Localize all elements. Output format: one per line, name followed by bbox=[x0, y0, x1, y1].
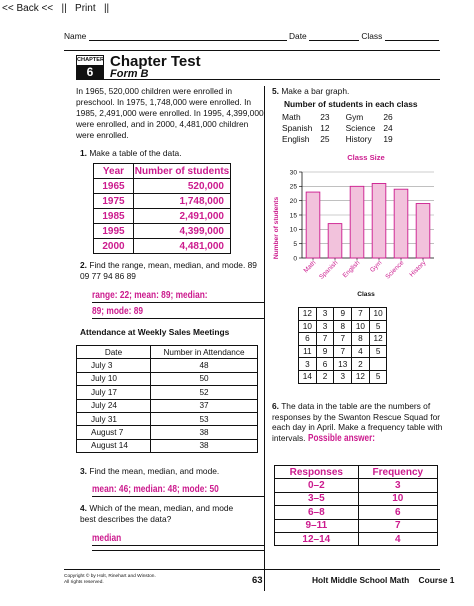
table-row bbox=[94, 209, 231, 224]
year-cell: 1965 bbox=[94, 179, 134, 194]
x-tick-label: Spanish bbox=[318, 259, 340, 281]
grid-cell: 2 bbox=[316, 370, 334, 383]
class-label: Class bbox=[361, 31, 383, 41]
question-number: 4. bbox=[80, 503, 87, 513]
question-number: 3. bbox=[80, 466, 87, 476]
table-row bbox=[77, 399, 258, 412]
question-number: 6. bbox=[272, 401, 279, 411]
table-row bbox=[77, 439, 258, 452]
frequency-cell: 7 bbox=[358, 519, 437, 532]
answer-line bbox=[92, 550, 264, 551]
question-text: Find the mean, median, and mode. bbox=[89, 466, 220, 476]
header-rule bbox=[64, 50, 440, 51]
year-cell: 1985 bbox=[94, 209, 134, 224]
students-cell: 2,491,000 bbox=[134, 209, 231, 224]
subject-cell: Spanish bbox=[282, 123, 313, 133]
grid-cell: 13 bbox=[334, 358, 352, 371]
question-text: Make a bar graph. bbox=[281, 86, 350, 96]
grid-cell: 14 bbox=[299, 370, 317, 383]
table-row bbox=[299, 345, 387, 358]
question-3 bbox=[80, 466, 219, 477]
grid-cell: 6 bbox=[299, 333, 317, 346]
attendance-cell: 53 bbox=[151, 412, 258, 425]
subject-cell: English bbox=[282, 134, 310, 144]
table-row bbox=[94, 194, 231, 209]
attendance-cell: 52 bbox=[151, 386, 258, 399]
name-field[interactable] bbox=[89, 32, 287, 41]
grid-cell: 10 bbox=[352, 320, 370, 333]
chart-title: Class Size bbox=[347, 153, 385, 162]
print-link[interactable] bbox=[75, 3, 96, 14]
footer-rule bbox=[64, 569, 440, 570]
grid-cell: 9 bbox=[334, 308, 352, 321]
nav-separator: || bbox=[61, 3, 67, 14]
enrollment-table bbox=[93, 163, 231, 254]
copyright-line: All rights reserved. bbox=[64, 580, 104, 586]
grid-cell: 12 bbox=[299, 308, 317, 321]
grid-cell: 3 bbox=[299, 358, 317, 371]
grid-cell: 8 bbox=[352, 333, 370, 346]
attendance-table bbox=[76, 345, 258, 453]
subject-cell: Gym bbox=[345, 112, 364, 122]
count-cell: 12 bbox=[320, 123, 330, 133]
responses-grid bbox=[298, 307, 387, 384]
x-tick-label: Science bbox=[384, 259, 406, 281]
chart-plot-area bbox=[290, 169, 434, 280]
possible-answer-label: Possible answer: bbox=[307, 432, 375, 444]
grid-cell: 5 bbox=[369, 320, 387, 333]
grid-cell: 4 bbox=[352, 345, 370, 358]
year-cell: 1975 bbox=[94, 194, 134, 209]
grid-cell: 7 bbox=[352, 308, 370, 321]
attendance-cell: 38 bbox=[151, 439, 258, 452]
date-cell: July 3 bbox=[77, 359, 151, 372]
nav-separator: || bbox=[103, 3, 110, 14]
answer-line bbox=[92, 533, 264, 546]
table-row bbox=[77, 426, 258, 439]
bar bbox=[350, 186, 364, 258]
table-row bbox=[299, 370, 387, 383]
table-row bbox=[299, 308, 387, 321]
grid-cell: 7 bbox=[334, 345, 352, 358]
y-tick-label: 5 bbox=[293, 241, 297, 249]
question-1 bbox=[80, 148, 182, 159]
date-field[interactable] bbox=[309, 32, 359, 41]
column-header: Date bbox=[77, 346, 151, 359]
attendance-cell: 50 bbox=[151, 372, 258, 385]
grid-cell: 3 bbox=[316, 308, 334, 321]
table-row bbox=[299, 333, 387, 346]
top-nav bbox=[2, 3, 109, 14]
students-cell: 1,748,000 bbox=[134, 194, 231, 209]
count-cell: 19 bbox=[383, 134, 393, 144]
grid-cell: 7 bbox=[334, 333, 352, 346]
question-5 bbox=[272, 86, 349, 97]
chapter-badge bbox=[76, 55, 104, 79]
date-label: Date bbox=[289, 31, 307, 41]
grid-cell: 10 bbox=[299, 320, 317, 333]
answer-4: median bbox=[92, 533, 122, 544]
subject-cell: Science bbox=[345, 123, 376, 133]
date-cell: August 7 bbox=[77, 426, 151, 439]
grid-cell: 11 bbox=[299, 345, 317, 358]
table-row bbox=[77, 386, 258, 399]
answer-2-line-1: range: 22; mean: 89; median: bbox=[92, 290, 208, 301]
chapter-label: CHAPTER bbox=[77, 57, 105, 63]
attendance-title: Attendance at Weekly Sales Meetings bbox=[80, 327, 230, 337]
grid-cell: 6 bbox=[316, 358, 334, 371]
column-header: Responses bbox=[275, 466, 359, 479]
title-rule bbox=[76, 79, 440, 80]
grid-cell: 2 bbox=[352, 358, 370, 371]
print-label: Print bbox=[75, 3, 96, 14]
grid-cell: 7 bbox=[316, 333, 334, 346]
grid-cell: 8 bbox=[334, 320, 352, 333]
year-cell: 1995 bbox=[94, 224, 134, 239]
interval-cell: 12–14 bbox=[275, 532, 359, 545]
subject-cell: Math bbox=[282, 112, 301, 122]
name-label: Name bbox=[64, 31, 87, 41]
answer-line bbox=[92, 484, 264, 497]
question-number: 1. bbox=[80, 148, 87, 158]
table-row bbox=[282, 123, 401, 134]
date-cell: July 31 bbox=[77, 412, 151, 425]
table-row bbox=[275, 479, 438, 492]
bar bbox=[372, 183, 386, 258]
column-header: Number in Attendance bbox=[151, 346, 258, 359]
y-tick-label: 25 bbox=[289, 183, 297, 191]
table-row bbox=[275, 506, 438, 519]
table-row bbox=[77, 372, 258, 385]
grid-cell: 12 bbox=[352, 370, 370, 383]
table-row bbox=[275, 492, 438, 505]
question-2 bbox=[80, 260, 258, 281]
attendance-cell: 37 bbox=[151, 399, 258, 412]
table-row bbox=[275, 532, 438, 545]
grid-cell: 10 bbox=[369, 308, 387, 321]
count-cell: 25 bbox=[320, 134, 330, 144]
question-text: Find the range, mean, median, and mode. 89 09 77 94 86 89 bbox=[80, 260, 257, 281]
count-cell: 26 bbox=[383, 112, 393, 122]
column-header: Year bbox=[94, 164, 134, 179]
students-cell: 4,481,000 bbox=[134, 239, 231, 254]
date-cell: August 14 bbox=[77, 439, 151, 452]
y-tick-label: 30 bbox=[289, 169, 297, 177]
bar bbox=[328, 224, 342, 258]
column-header: Frequency bbox=[358, 466, 437, 479]
bar bbox=[306, 192, 320, 258]
interval-cell: 9–11 bbox=[275, 519, 359, 532]
table-row bbox=[94, 179, 231, 194]
frequency-table bbox=[274, 465, 438, 546]
answer-line bbox=[92, 290, 264, 303]
table-row bbox=[77, 359, 258, 372]
students-cell: 4,399,000 bbox=[134, 224, 231, 239]
page-number: 63 bbox=[252, 575, 263, 586]
column-header: Number of students bbox=[134, 165, 230, 177]
frequency-cell: 3 bbox=[358, 479, 437, 492]
table-row bbox=[275, 519, 438, 532]
table-row bbox=[299, 358, 387, 371]
count-cell: 24 bbox=[383, 123, 393, 133]
year-cell: 2000 bbox=[94, 239, 134, 254]
table-row bbox=[94, 224, 231, 239]
question-text: Make a table of the data. bbox=[89, 148, 182, 158]
answer-2-line-2: 89; mode: 89 bbox=[92, 306, 144, 317]
grid-cell: 12 bbox=[369, 333, 387, 346]
count-cell: 23 bbox=[320, 112, 330, 122]
form-label: Form B bbox=[110, 68, 149, 80]
question-6 bbox=[272, 401, 444, 444]
chapter-number: 6 bbox=[77, 65, 103, 78]
grid-cell: 5 bbox=[369, 345, 387, 358]
attendance-cell: 48 bbox=[151, 359, 258, 372]
interval-cell: 3–5 bbox=[275, 492, 359, 505]
table-row bbox=[282, 112, 401, 123]
x-axis-label: Class bbox=[357, 291, 375, 298]
subject-table bbox=[282, 112, 401, 145]
copyright-line: Copyright © by Holt, Rinehart and Winston. bbox=[64, 574, 156, 579]
y-tick-label: 10 bbox=[289, 226, 297, 234]
question-number: 2. bbox=[80, 260, 87, 270]
book-title: Holt Middle School Math Course 1 bbox=[312, 575, 455, 585]
students-cell: 520,000 bbox=[134, 179, 231, 194]
table-row bbox=[77, 412, 258, 425]
y-tick-label: 20 bbox=[289, 198, 297, 206]
frequency-cell: 10 bbox=[358, 492, 437, 505]
class-size-bar-chart bbox=[268, 150, 440, 300]
x-tick-label: Gym bbox=[368, 259, 384, 274]
attendance-cell: 38 bbox=[151, 426, 258, 439]
question-text: The data in the table are the numbers of responses by the Swanton Rescue Squad for each day in April. Make a frequency table with intervals. bbox=[272, 401, 443, 443]
y-tick-label: 0 bbox=[293, 255, 297, 263]
table-row bbox=[94, 239, 231, 254]
intro-paragraph: In 1965, 520,000 children were enrolled in preschool. In 1975, 1,748,000 were enrolled. In 1985, 2,491,000 were enrolled. In 1995, 4,399,000 were enrolled, and in 2000, 4,481,000 children were enrolled. bbox=[76, 86, 264, 140]
table-row bbox=[282, 134, 401, 145]
bar bbox=[394, 189, 408, 258]
date-cell: July 24 bbox=[77, 399, 151, 412]
x-tick-label: History bbox=[408, 259, 428, 279]
question-text: Which of the mean, median, and mode best describes the data? bbox=[80, 503, 234, 524]
subject-table-title: Number of students in each class bbox=[284, 99, 418, 109]
answer-3: mean: 46; median: 48; mode: 50 bbox=[92, 484, 219, 495]
question-number: 5. bbox=[272, 86, 279, 96]
grid-cell: 3 bbox=[334, 370, 352, 383]
back-link[interactable] bbox=[2, 3, 53, 14]
answer-line bbox=[92, 306, 264, 319]
page-title: Chapter Test bbox=[110, 53, 201, 70]
frequency-cell: 6 bbox=[358, 506, 437, 519]
copyright bbox=[64, 574, 156, 586]
x-tick-label: Math bbox=[302, 259, 318, 275]
date-cell: July 10 bbox=[77, 372, 151, 385]
date-cell: July 17 bbox=[77, 386, 151, 399]
back-label: << Back << bbox=[2, 3, 54, 14]
grid-cell: 9 bbox=[316, 345, 334, 358]
subject-cell: History bbox=[345, 134, 372, 144]
frequency-cell: 4 bbox=[358, 532, 437, 545]
column-divider bbox=[264, 86, 265, 591]
bar bbox=[416, 204, 430, 258]
grid-cell: 3 bbox=[316, 320, 334, 333]
x-tick-label: English bbox=[341, 259, 362, 280]
interval-cell: 0–2 bbox=[275, 479, 359, 492]
question-4 bbox=[80, 503, 250, 524]
y-axis-label: Number of students bbox=[273, 196, 280, 260]
student-header bbox=[64, 31, 439, 41]
class-field[interactable] bbox=[385, 32, 439, 41]
grid-cell: 5 bbox=[369, 370, 387, 383]
y-tick-label: 15 bbox=[289, 212, 297, 220]
table-row bbox=[299, 320, 387, 333]
interval-cell: 6–8 bbox=[275, 506, 359, 519]
grid-cell bbox=[369, 358, 387, 371]
